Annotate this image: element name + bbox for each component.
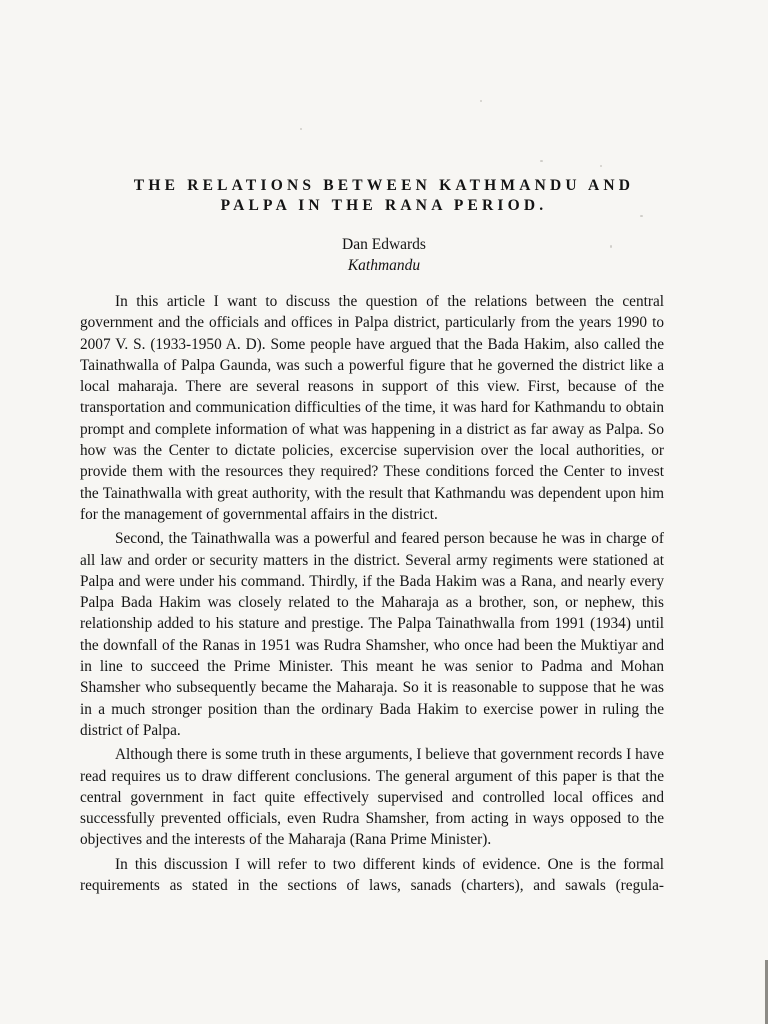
article-title	[100, 176, 668, 216]
scan-speck	[480, 100, 482, 102]
article-title-line-1: THE RELATIONS BETWEEN KATHMANDU AND	[133, 177, 635, 194]
paragraph-2: Second, the Tainathwalla was a powerful and feared person because he was in charge of all law and order or security matters in the district. Several army regiments were stationed at Palpa and were under his command. Thirdly, if the Bada Hakim was a Rana, and nearly every Palpa Bada Hakim was closely related to the Maharaja as a brother, son, or nephew, this relationship added to his stature and prestige. The Palpa Tainathwalla from 1991 (1934) until the downfall of the Ranas in 1951 was Rudra Shamsher, who once had been the Muktiyar and in line to succeed the Prime Minister. This meant he was senior to Padma and Mohan Shamsher who subsequently became the Maharaja. So it is reasonable to suppose that he was in a much stronger position than the ordinary Bada Hakim to exercise power in ruling the district of Palpa.	[80, 530, 664, 739]
article-body	[80, 291, 664, 899]
author-affiliation: Kathmandu	[347, 257, 421, 274]
paragraph-1: In this article I want to discuss the question of the relations between the central government and the officials and offices in Palpa district, particularly from the years 1990 to 2007 V. S. (1933-1950 A. D). Some people have argued that the Bada Hakim, also called the Tainathwalla of Palpa Gaunda, was such a powerful figure that he governed the district like a local maharaja. There are several reasons in support of this view. First, because of the transportation and communication difficulties of the time, it was hard for Kathmandu to obtain prompt and complete information of what was happening in a district as far away as Palpa. So how was the Center to dictate policies, excercise supervision over the local authorities, or provide them with the resources they required? These conditions forced the Center to invest the Tainathwalla with great authority, with the result that Kathmandu was dependent upon him for the management of governmental affairs in the district.	[80, 293, 664, 523]
paragraph-3: Although there is some truth in these arguments, I believe that government records I have read requires us to draw different conclusions. The general argument of this paper is that the central government in fact quite effectively supervised and controlled local offices and successfully prevented officials, even Rudra Shamsher, from acting in ways opposed to the objectives and the interests of the Maharaja (Rana Prime Minister).	[80, 746, 664, 849]
paragraph-4: In this discussion I will refer to two different kinds of evidence. One is the formal requirements as stated in the sections of laws, sanads (charters), and sawals (regula-	[80, 855, 664, 895]
scan-speck	[600, 165, 602, 167]
scan-speck	[300, 128, 302, 130]
scan-speck	[640, 215, 643, 217]
scan-speck	[540, 160, 543, 162]
author-name: Dan Edwards	[342, 236, 426, 253]
scan-speck	[610, 245, 612, 248]
article-title-line-2: PALPA IN THE RANA PERIOD.	[220, 197, 548, 214]
